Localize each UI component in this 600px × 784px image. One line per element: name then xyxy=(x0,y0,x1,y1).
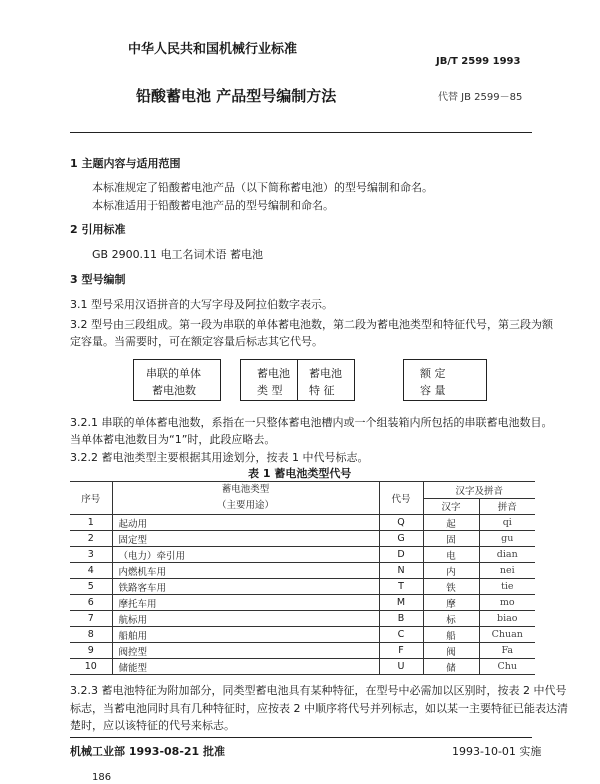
clause-3-2-line-1: 3.2 型号由三段组成。第一段为串联的单体蓄电池数，第二段为蓄电池类型和特征代号，第三段为额 xyxy=(70,318,553,331)
battery-type-code-table xyxy=(70,481,535,675)
diagram-box-capacity-line-2: 容 量 xyxy=(420,384,446,397)
cell-hanzi: 内 xyxy=(423,563,479,579)
table-row xyxy=(70,563,535,579)
cell-type: 摩托车用 xyxy=(112,595,379,611)
header-code: 代号 xyxy=(379,482,423,515)
header-type-label: 蓄电池类型 xyxy=(221,484,270,495)
standard-number: JB/T 2599 1993 xyxy=(436,56,521,67)
clause-3-2-1-line-2: 当单体蓄电池数目为“1”时，此段应略去。 xyxy=(70,433,276,446)
cell-pinyin: Chuan xyxy=(479,627,535,643)
cell-pinyin: nei xyxy=(479,563,535,579)
diagram-box-cell-count-line-1: 串联的单体 xyxy=(146,367,201,380)
cell-code: Q xyxy=(379,515,423,531)
referenced-standard: GB 2900.11 电工名词术语 蓄电池 xyxy=(92,248,264,261)
cell-type: 航标用 xyxy=(112,611,379,627)
header-type xyxy=(112,482,379,515)
section-2-heading: 2 引用标准 xyxy=(70,223,126,236)
section-3-heading: 3 型号编制 xyxy=(70,273,126,286)
section-1-heading: 1 主题内容与适用范围 xyxy=(70,157,181,170)
cell-code: N xyxy=(379,563,423,579)
footer-rule xyxy=(70,737,532,738)
clause-3-2-2: 3.2.2 蓄电池类型主要根据其用途划分，按表 1 中代号标志。 xyxy=(70,451,369,464)
cell-pinyin: dian xyxy=(479,547,535,563)
cell-hanzi: 起 xyxy=(423,515,479,531)
cell-hanzi: 船 xyxy=(423,627,479,643)
cell-seq: 7 xyxy=(70,611,112,627)
clause-3-2-3-line-2: 标志，当蓄电池同时具有几种特征时，应按表 2 中顺序将代号并列标志，如以某一主要特征已能表达清 xyxy=(70,702,568,715)
header-hanzi: 汉字 xyxy=(423,498,479,515)
table-row xyxy=(70,659,535,675)
cell-hanzi: 铁 xyxy=(423,579,479,595)
implementation-date: 1993-10-01 实施 xyxy=(452,745,542,758)
table-1-caption: 表 1 蓄电池类型代号 xyxy=(248,467,352,480)
header-rule xyxy=(70,132,532,133)
table-row xyxy=(70,643,535,659)
cell-code: C xyxy=(379,627,423,643)
cell-type: 阀控型 xyxy=(112,643,379,659)
cell-seq: 6 xyxy=(70,595,112,611)
diagram-box-cell-count-line-2: 蓄电池数 xyxy=(152,384,196,397)
cell-seq: 2 xyxy=(70,531,112,547)
clause-3-1: 3.1 型号采用汉语拼音的大写字母及阿拉伯数字表示。 xyxy=(70,298,333,311)
cell-seq: 1 xyxy=(70,515,112,531)
replaces-note: 代替 JB 2599－85 xyxy=(438,92,523,103)
diagram-divider xyxy=(297,360,298,400)
cell-seq: 4 xyxy=(70,563,112,579)
page-number: 186 xyxy=(92,772,112,783)
cell-code: B xyxy=(379,611,423,627)
cell-hanzi: 储 xyxy=(423,659,479,675)
cell-pinyin: gu xyxy=(479,531,535,547)
cell-type: 铁路客车用 xyxy=(112,579,379,595)
cell-pinyin: qi xyxy=(479,515,535,531)
diagram-box-feature-line-2: 特 征 xyxy=(309,384,335,397)
cell-code: U xyxy=(379,659,423,675)
cell-type: 起动用 xyxy=(112,515,379,531)
cell-seq: 3 xyxy=(70,547,112,563)
cell-code: T xyxy=(379,579,423,595)
clause-3-2-3-line-3: 楚时，应以该特征的代号来标志。 xyxy=(70,719,235,732)
cell-seq: 9 xyxy=(70,643,112,659)
cell-hanzi: 标 xyxy=(423,611,479,627)
diagram-box-type-feature xyxy=(240,359,355,401)
cell-hanzi: 阀 xyxy=(423,643,479,659)
cell-code: M xyxy=(379,595,423,611)
table-row xyxy=(70,627,535,643)
table-row xyxy=(70,595,535,611)
cell-type: 内燃机车用 xyxy=(112,563,379,579)
cell-seq: 5 xyxy=(70,579,112,595)
header-type-sub: （主要用途） xyxy=(216,500,274,511)
cell-pinyin: Fa xyxy=(479,643,535,659)
diagram-box-cell-count xyxy=(133,359,221,401)
cell-pinyin: mo xyxy=(479,595,535,611)
table-row xyxy=(70,579,535,595)
table-row xyxy=(70,515,535,531)
cell-code: F xyxy=(379,643,423,659)
table-row xyxy=(70,611,535,627)
cell-pinyin: Chu xyxy=(479,659,535,675)
header-pinyin: 拼音 xyxy=(479,498,535,515)
clause-3-2-3-line-1: 3.2.3 蓄电池特征为附加部分，同类型蓄电池具有某种特征，在型号中必需加以区别时，按表 2 中代号 xyxy=(70,684,567,697)
clause-3-2-line-2: 定容量。当需要时，可在额定容量后标志其它代号。 xyxy=(70,335,323,348)
cell-hanzi: 摩 xyxy=(423,595,479,611)
cell-code: D xyxy=(379,547,423,563)
table-row xyxy=(70,531,535,547)
section-1-para-2: 本标准适用于铅酸蓄电池产品的型号编制和命名。 xyxy=(92,199,334,212)
table-row xyxy=(70,547,535,563)
cell-code: G xyxy=(379,531,423,547)
cell-seq: 10 xyxy=(70,659,112,675)
cell-type: 船舶用 xyxy=(112,627,379,643)
cell-pinyin: tie xyxy=(479,579,535,595)
diagram-box-type-line-2: 类 型 xyxy=(257,384,283,397)
header-seq: 序号 xyxy=(70,482,112,515)
diagram-box-feature-line-1: 蓄电池 xyxy=(309,367,342,380)
clause-3-2-1-line-1: 3.2.1 串联的单体蓄电池数，系指在一只整体蓄电池槽内或一个组装箱内所包括的串联蓄电池数目。 xyxy=(70,416,553,429)
cell-seq: 8 xyxy=(70,627,112,643)
cell-type: 固定型 xyxy=(112,531,379,547)
section-1-para-1: 本标准规定了铅酸蓄电池产品（以下简称蓄电池）的型号编制和命名。 xyxy=(92,181,433,194)
diagram-box-type-line-1: 蓄电池 xyxy=(257,367,290,380)
document-title: 铅酸蓄电池 产品型号编制方法 xyxy=(136,87,337,105)
cell-pinyin: biao xyxy=(479,611,535,627)
header-hanzi-pinyin: 汉字及拼音 xyxy=(423,482,535,499)
table-header-row xyxy=(70,482,535,499)
approval-date: 机械工业部 1993-08-21 批准 xyxy=(70,745,226,758)
cell-type: 储能型 xyxy=(112,659,379,675)
diagram-box-rated-capacity xyxy=(403,359,487,401)
cell-hanzi: 电 xyxy=(423,547,479,563)
issuing-org: 中华人民共和国机械行业标准 xyxy=(128,42,298,57)
cell-hanzi: 固 xyxy=(423,531,479,547)
diagram-box-capacity-line-1: 额 定 xyxy=(420,367,446,380)
cell-type: （电力）牵引用 xyxy=(112,547,379,563)
